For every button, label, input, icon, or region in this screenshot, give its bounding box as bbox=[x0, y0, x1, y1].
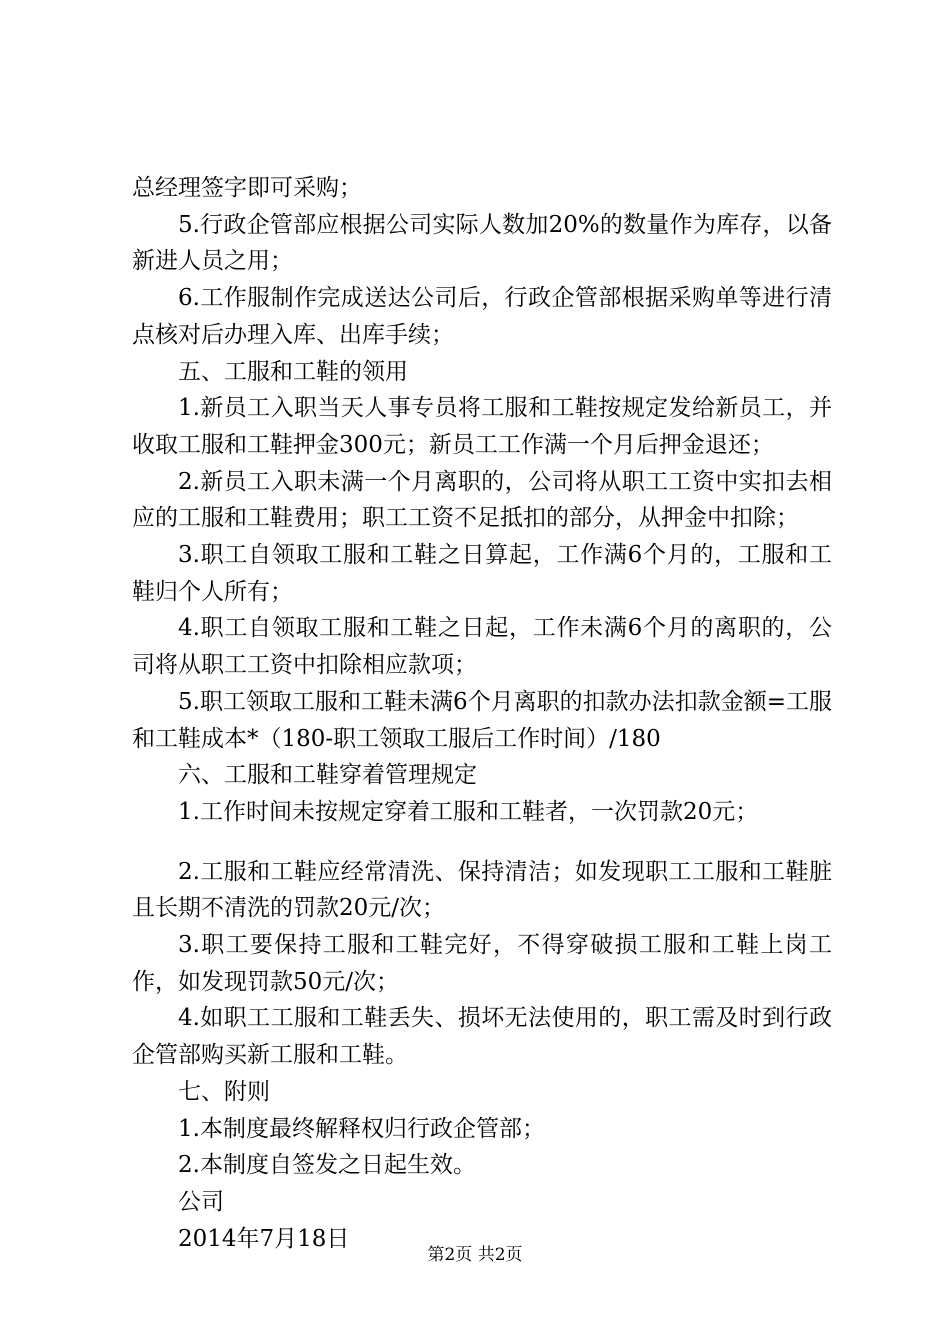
paragraph: 3.职工自领取工服和工鞋之日算起，工作满6个月的，工服和工鞋归个人所有； bbox=[132, 542, 832, 605]
section-heading: 七、附则 bbox=[178, 1078, 270, 1105]
paragraph: 总经理签字即可采购； bbox=[132, 175, 362, 201]
paragraph: 5.行政企管部应根据公司实际人数加20%的数量作为库存，以备新进人员之用； bbox=[132, 211, 832, 275]
paragraph: 6.工作服制作完成送达公司后，行政企管部根据采购单等进行清点核对后办理入库、出库手续； bbox=[132, 285, 832, 348]
section-heading: 六、工服和工鞋穿着管理规定 bbox=[178, 762, 477, 789]
section-heading: 五、工服和工鞋的领用 bbox=[178, 358, 408, 385]
paragraph: 4.职工自领取工服和工鞋之日起，工作未满6个月的离职的，公司将从职工工资中扣除相应款项； bbox=[132, 615, 832, 679]
paragraph: 1.工作时间未按规定穿着工服和工鞋者，一次罚款20元； bbox=[178, 798, 759, 825]
signature-date: 2014年7月18日 bbox=[178, 1225, 350, 1252]
paragraph: 2.工服和工鞋应经常清洗、保持清洁；如发现职工工服和工鞋脏且长期不清洗的罚款20元/次； bbox=[132, 858, 832, 922]
signature-company: 公司 bbox=[178, 1188, 224, 1215]
blank-line bbox=[132, 831, 832, 854]
page-number: 第2页 共2页 bbox=[427, 1245, 523, 1265]
paragraph: 1.新员工入职当天人事专员将工服和工鞋按规定发给新员工，并收取工服和工鞋押金300元；新员工工作满一个月后押金退还； bbox=[132, 395, 832, 458]
paragraph: 2.本制度自签发之日起生效。 bbox=[178, 1152, 476, 1179]
paragraph: 1.本制度最终解释权归行政企管部； bbox=[178, 1115, 545, 1142]
paragraph: 4.如职工工服和工鞋丢失、损坏无法使用的，职工需及时到行政企管部购买新工服和工鞋。 bbox=[132, 1005, 832, 1069]
paragraph: 5.职工领取工服和工鞋未满6个月离职的扣款办法扣款金额=工服和工鞋成本*（180-职工领取工服后工作时间）/180 bbox=[132, 688, 832, 752]
paragraph: 2.新员工入职未满一个月离职的，公司将从职工工资中实扣去相应的工服和工鞋费用；职工工资不足抵扣的部分，从押金中扣除； bbox=[132, 468, 832, 532]
paragraph: 3.职工要保持工服和工鞋完好，不得穿破损工服和工鞋上岗工作，如发现罚款50元/次； bbox=[132, 932, 832, 995]
document-body bbox=[132, 170, 832, 1257]
